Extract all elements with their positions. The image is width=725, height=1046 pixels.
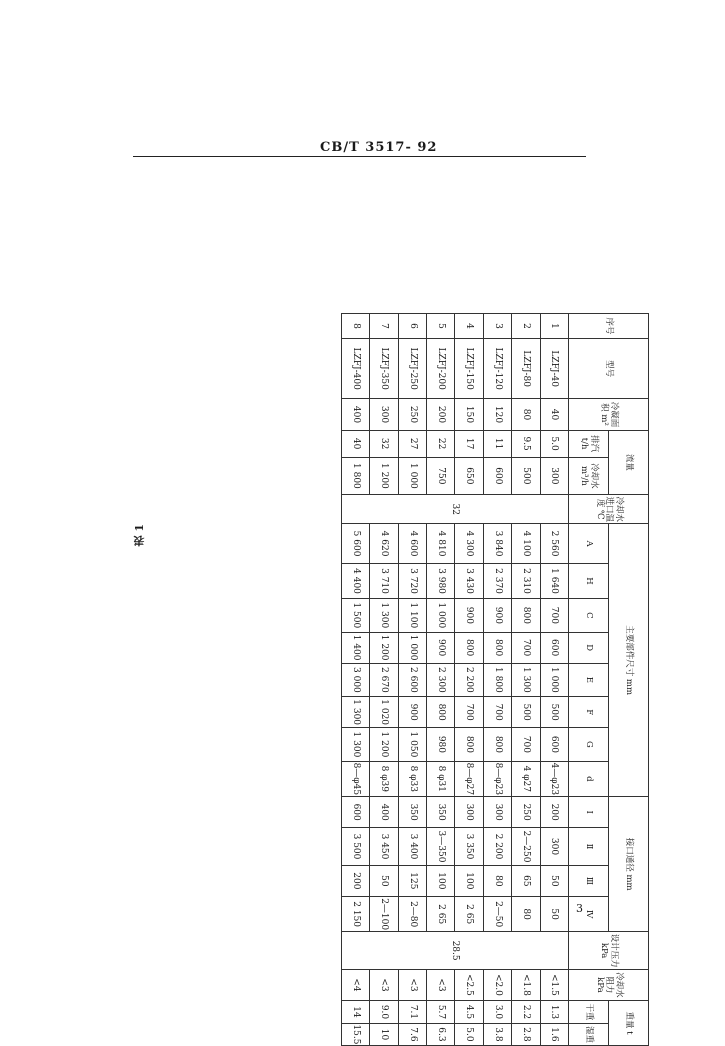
th-flow: 流量 (609, 430, 649, 495)
cell-n4: 2—80 (398, 896, 426, 931)
cell-resist: <3 (398, 969, 426, 1000)
cell-g: 800 (483, 728, 511, 761)
cell-d: 900 (427, 632, 455, 663)
cell-n4: 2 65 (427, 896, 455, 931)
cell-resist: <3 (370, 969, 398, 1000)
cell-area: 120 (483, 399, 511, 430)
cell-c: 1 100 (398, 599, 426, 632)
cell-d: 1 400 (342, 632, 370, 663)
table-row (540, 314, 568, 1046)
cell-dry: 4.5 (455, 1001, 483, 1024)
cell-model: LZFJ-40 (540, 338, 568, 398)
cell-area: 400 (342, 399, 370, 430)
cell-e: 2 670 (370, 663, 398, 696)
cell-area: 150 (455, 399, 483, 430)
cell-resist: <1.5 (540, 969, 568, 1000)
cell-n1: 300 (455, 797, 483, 828)
cell-n1: 600 (342, 797, 370, 828)
cell-n2: 2—250 (512, 828, 540, 865)
cell-water: 500 (512, 457, 540, 494)
spec-table (341, 313, 649, 1046)
th-weight: 重量 t (609, 1001, 649, 1046)
cell-d: 800 (455, 632, 483, 663)
cell-c: 700 (540, 599, 568, 632)
cell-area: 40 (540, 399, 568, 430)
cell-steam: 40 (342, 430, 370, 457)
cell-steam: 9.5 (512, 430, 540, 457)
cell-h: 3 430 (455, 563, 483, 598)
cell-g: 800 (455, 728, 483, 761)
cell-d: 800 (483, 632, 511, 663)
cell-d: 700 (512, 632, 540, 663)
cell-n3: 125 (398, 865, 426, 896)
cell-n3: 65 (512, 865, 540, 896)
cell-area: 200 (427, 399, 455, 430)
cell-dry: 5.7 (427, 1001, 455, 1024)
cell-n3: 50 (540, 865, 568, 896)
cell-n2: 300 (540, 828, 568, 865)
cell-seq: 4 (455, 314, 483, 339)
cell-e: 3 000 (342, 663, 370, 696)
cell-wet: 7.6 (398, 1023, 426, 1045)
cell-n3: 50 (370, 865, 398, 896)
cell-water: 1 200 (370, 457, 398, 494)
cell-inlet-temp: 32 (342, 495, 569, 524)
cell-f: 500 (540, 697, 568, 728)
cell-n4: 2 150 (342, 896, 370, 931)
cell-area: 80 (512, 399, 540, 430)
cell-seq: 1 (540, 314, 568, 339)
cell-design-pressure: 28.5 (342, 932, 569, 969)
cell-n1: 350 (398, 797, 426, 828)
cell-wet: 2.8 (512, 1023, 540, 1045)
cell-n4: 50 (540, 896, 568, 931)
cell-c: 900 (455, 599, 483, 632)
cell-steam: 17 (455, 430, 483, 457)
cell-a: 4 600 (398, 524, 426, 564)
th-dim-c: C (569, 599, 609, 632)
cell-d: 4—φ23 (540, 761, 568, 796)
cell-steam: 5.0 (540, 430, 568, 457)
cell-n3: 100 (455, 865, 483, 896)
cell-n1: 200 (540, 797, 568, 828)
cell-resist: <2.0 (483, 969, 511, 1000)
cell-c: 1 500 (342, 599, 370, 632)
cell-c: 800 (512, 599, 540, 632)
cell-e: 1 000 (540, 663, 568, 696)
cell-f: 1 020 (370, 697, 398, 728)
cell-g: 980 (427, 728, 455, 761)
cell-n1: 250 (512, 797, 540, 828)
cell-wet: 15.5 (342, 1023, 370, 1045)
cell-seq: 6 (398, 314, 426, 339)
cell-dry: 2.2 (512, 1001, 540, 1024)
th-water: 冷却水 m³/h (569, 457, 609, 494)
cell-f: 800 (427, 697, 455, 728)
th-nozzle-3: Ⅲ (569, 865, 609, 896)
cell-g: 1 200 (370, 728, 398, 761)
cell-n1: 350 (427, 797, 455, 828)
cell-a: 4 100 (512, 524, 540, 564)
th-water-resist: 冷却水阻力 kPa (569, 969, 649, 1000)
cell-water: 1 000 (398, 457, 426, 494)
th-dry-weight: 干重 (569, 1001, 609, 1024)
th-dim-e: E (569, 663, 609, 696)
spec-table-rotated (341, 313, 649, 1046)
cell-f: 700 (483, 697, 511, 728)
cell-n2: 3 500 (342, 828, 370, 865)
cell-a: 4 300 (455, 524, 483, 564)
cell-c: 1 300 (370, 599, 398, 632)
th-nozzle: 接口通径 mm (609, 797, 649, 932)
cell-g: 1 300 (342, 728, 370, 761)
cell-model: LZFJ-80 (512, 338, 540, 398)
th-nozzle-1: Ⅰ (569, 797, 609, 828)
th-dim-d: D (569, 632, 609, 663)
cell-model: LZFJ-120 (483, 338, 511, 398)
cell-area: 300 (370, 399, 398, 430)
cell-a: 2 560 (540, 524, 568, 564)
th-dim-h: H (569, 563, 609, 598)
cell-dry: 14 (342, 1001, 370, 1024)
cell-resist: <3 (427, 969, 455, 1000)
cell-c: 900 (483, 599, 511, 632)
cell-d: 8—φ23 (483, 761, 511, 796)
cell-g: 700 (512, 728, 540, 761)
cell-a: 4 620 (370, 524, 398, 564)
cell-model: LZFJ-200 (427, 338, 455, 398)
cell-h: 1 640 (540, 563, 568, 598)
cell-resist: <4 (342, 969, 370, 1000)
cell-f: 500 (512, 697, 540, 728)
cell-n2: 2 200 (483, 828, 511, 865)
cell-n2: 3 450 (370, 828, 398, 865)
th-wet-weight: 湿重 (569, 1023, 609, 1045)
cell-a: 4 810 (427, 524, 455, 564)
th-nozzle-2: Ⅱ (569, 828, 609, 865)
cell-d: 600 (540, 632, 568, 663)
cell-h: 3 980 (427, 563, 455, 598)
cell-seq: 8 (342, 314, 370, 339)
cell-e: 1 300 (512, 663, 540, 696)
cell-n4: 2—50 (483, 896, 511, 931)
th-model: 型号 (569, 338, 649, 398)
cell-n4: 2 65 (455, 896, 483, 931)
cell-d: 8 φ39 (370, 761, 398, 796)
cell-d: 1 200 (370, 632, 398, 663)
th-nozzle-4: Ⅳ (569, 896, 609, 931)
th-cooling-area: 冷凝面积 m² (569, 399, 649, 430)
cell-resist: <2.5 (455, 969, 483, 1000)
cell-f: 900 (398, 697, 426, 728)
cell-g: 600 (540, 728, 568, 761)
cell-n4: 2—100 (370, 896, 398, 931)
th-dim-a: A (569, 524, 609, 564)
cell-n3: 100 (427, 865, 455, 896)
cell-d: 1 000 (398, 632, 426, 663)
cell-water: 650 (455, 457, 483, 494)
cell-seq: 3 (483, 314, 511, 339)
cell-e: 2 600 (398, 663, 426, 696)
cell-h: 2 310 (512, 563, 540, 598)
cell-d: 8 φ31 (427, 761, 455, 796)
cell-model: LZFJ-250 (398, 338, 426, 398)
cell-steam: 27 (398, 430, 426, 457)
cell-d: 8—φ27 (455, 761, 483, 796)
th-dim-g: G (569, 728, 609, 761)
cell-f: 700 (455, 697, 483, 728)
cell-d: 8 φ33 (398, 761, 426, 796)
cell-dry: 9.0 (370, 1001, 398, 1024)
cell-n1: 300 (483, 797, 511, 828)
cell-water: 1 800 (342, 457, 370, 494)
cell-wet: 3.8 (483, 1023, 511, 1045)
page-number: 3 (576, 902, 583, 915)
th-dim-f: F (569, 697, 609, 728)
th-inlet-temp: 冷却水进口温度 ℃ (569, 495, 649, 524)
cell-model: LZFJ-150 (455, 338, 483, 398)
cell-e: 1 800 (483, 663, 511, 696)
cell-g: 1 050 (398, 728, 426, 761)
cell-steam: 22 (427, 430, 455, 457)
cell-wet: 1.6 (540, 1023, 568, 1045)
cell-d: 8—φ45 (342, 761, 370, 796)
cell-seq: 2 (512, 314, 540, 339)
th-seq: 序号 (569, 314, 649, 339)
cell-seq: 7 (370, 314, 398, 339)
cell-h: 4 400 (342, 563, 370, 598)
cell-n2: 3 400 (398, 828, 426, 865)
cell-n3: 80 (483, 865, 511, 896)
cell-seq: 5 (427, 314, 455, 339)
cell-wet: 6.3 (427, 1023, 455, 1045)
cell-e: 2 200 (455, 663, 483, 696)
cell-dry: 3.0 (483, 1001, 511, 1024)
cell-n4: 80 (512, 896, 540, 931)
cell-steam: 11 (483, 430, 511, 457)
cell-h: 2 370 (483, 563, 511, 598)
cell-n1: 400 (370, 797, 398, 828)
th-dim-bolt: d (569, 761, 609, 796)
th-steam: 排汽 t/h (569, 430, 609, 457)
cell-water: 750 (427, 457, 455, 494)
standard-header: CB/T 3517- 92 (320, 140, 438, 155)
cell-c: 1 000 (427, 599, 455, 632)
cell-d: 4 φ27 (512, 761, 540, 796)
cell-resist: <1.8 (512, 969, 540, 1000)
cell-h: 3 720 (398, 563, 426, 598)
cell-model: LZFJ-400 (342, 338, 370, 398)
th-design-pressure: 设计压力 kPa (569, 932, 649, 969)
cell-n3: 200 (342, 865, 370, 896)
cell-dry: 7.1 (398, 1001, 426, 1024)
header-rule (133, 156, 586, 157)
th-dims: 主要部件尺寸 mm (609, 524, 649, 797)
cell-model: LZFJ-350 (370, 338, 398, 398)
cell-water: 300 (540, 457, 568, 494)
cell-h: 3 710 (370, 563, 398, 598)
table-title: 表 1 (133, 524, 146, 547)
cell-area: 250 (398, 399, 426, 430)
cell-e: 2 300 (427, 663, 455, 696)
cell-a: 3 840 (483, 524, 511, 564)
cell-steam: 32 (370, 430, 398, 457)
cell-wet: 10 (370, 1023, 398, 1045)
cell-f: 1 300 (342, 697, 370, 728)
cell-wet: 5.0 (455, 1023, 483, 1045)
cell-a: 5 600 (342, 524, 370, 564)
cell-water: 600 (483, 457, 511, 494)
cell-dry: 1.3 (540, 1001, 568, 1024)
cell-n2: 3—350 (427, 828, 455, 865)
spec-table-body (342, 314, 569, 1046)
cell-n2: 3 350 (455, 828, 483, 865)
